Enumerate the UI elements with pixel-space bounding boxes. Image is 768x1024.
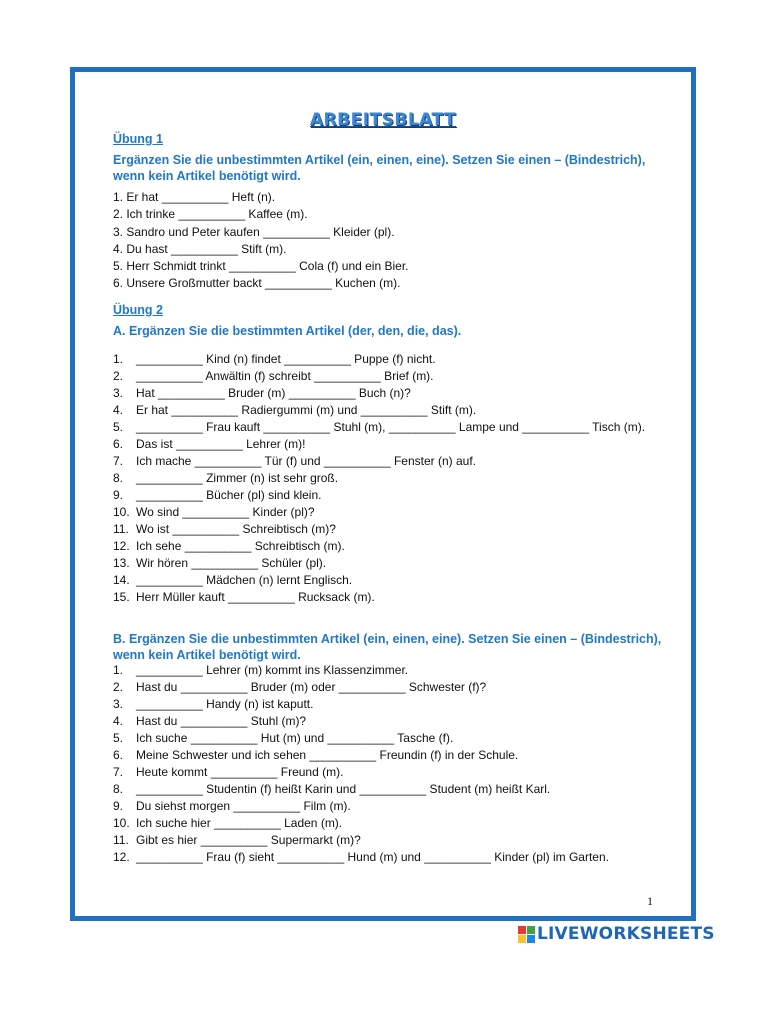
logo-square-red (518, 926, 526, 934)
exercise-2b-item[interactable]: 6. Meine Schwester und ich sehen __________ Freundin (f) in der Schule. (113, 748, 519, 762)
exercise-2a-item[interactable]: 5. __________ Frau kauft __________ Stuhl (m), __________ Lampe und __________ Tisch (m). (113, 420, 646, 434)
exercise-1-item[interactable]: 2. Ich trinke __________ Kaffee (m). (113, 207, 308, 222)
exercise-2b-item[interactable]: 10. Ich suche hier __________ Laden (m). (113, 816, 343, 830)
exercise-2a-item[interactable]: 1. __________ Kind (n) findet __________ Puppe (f) nicht. (113, 352, 436, 366)
exercise-1-item[interactable]: 1. Er hat __________ Heft (n). (113, 190, 276, 204)
exercise-2b-item[interactable]: 4. Hast du __________ Stuhl (m)? (113, 714, 307, 728)
exercise-2a-item[interactable]: 11. Wo ist __________ Schreibtisch (m)? (113, 522, 336, 536)
exercise-1-item[interactable]: 6. Unsere Großmutter backt __________ Kuchen (m). (113, 276, 401, 291)
logo-square-green (527, 926, 535, 934)
exercise-2a-item[interactable]: 2. __________ Anwältin (f) schreibt __________ Brief (m). (113, 369, 434, 383)
exercise-1-heading: Übung 1 (113, 132, 163, 146)
exercise-1-item[interactable]: 4. Du hast __________ Stift (m). (113, 241, 287, 256)
exercise-2a-item[interactable]: 8. __________ Zimmer (n) ist sehr groß. (113, 471, 339, 485)
exercise-2a-item[interactable]: 6. Das ist __________ Lehrer (m)! (113, 437, 306, 451)
exercise-2b-item[interactable]: 5. Ich suche __________ Hut (m) und __________ Tasche (f). (113, 731, 454, 745)
liveworksheets-logo[interactable] (518, 924, 715, 944)
liveworksheets-icon (518, 926, 535, 943)
exercise-2a-item[interactable]: 12. Ich sehe __________ Schreibtisch (m). (113, 539, 345, 553)
exercise-1-item[interactable]: 3. Sandro und Peter kaufen __________ Kleider (pl). (113, 224, 395, 239)
exercise-2b-item[interactable]: 3. __________ Handy (n) ist kaputt. (113, 697, 314, 711)
exercise-2-heading: Übung 2 (113, 303, 163, 317)
exercise-2b-item[interactable]: 1. __________ Lehrer (m) kommt ins Klassenzimmer. (113, 663, 409, 677)
exercise-1-item[interactable]: 5. Herr Schmidt trinkt __________ Cola (f) und ein Bier. (113, 259, 409, 274)
exercise-2a-item[interactable]: 3. Hat __________ Bruder (m) __________ Buch (n)? (113, 386, 411, 400)
exercise-2b-list (113, 662, 656, 866)
exercise-2b-item[interactable]: 12. __________ Frau (f) sieht __________ Hund (m) und __________ Kinder (pl) im Garten. (113, 850, 609, 864)
exercise-2a-item[interactable]: 10. Wo sind __________ Kinder (pl)? (113, 505, 315, 519)
exercise-2a-item[interactable]: 4. Er hat __________ Radiergummi (m) und __________ Stift (m). (113, 403, 477, 417)
exercise-2b-instruction: B. Ergänzen Sie die unbestimmten Artikel (ein, einen, eine). Setzen Sie einen – (Bindestrich), wenn kein Artikel benötigt wird. (113, 632, 662, 662)
exercise-2b-item[interactable]: 9. Du siehst morgen __________ Film (m). (113, 799, 351, 813)
exercise-2a-item[interactable]: 15. Herr Müller kauft __________ Rucksack (m). (113, 590, 375, 604)
worksheet-page (70, 67, 696, 921)
exercise-2b-item[interactable]: 8. __________ Studentin (f) heißt Karin und __________ Student (m) heißt Karl. (113, 782, 551, 796)
exercise-2b-item[interactable]: 7. Heute kommt __________ Freund (m). (113, 765, 344, 779)
logo-square-blue (527, 935, 535, 943)
logo-square-yellow (518, 935, 526, 943)
liveworksheets-wordmark: LIVEWORKSHEETS (537, 924, 715, 944)
page-number: 1 (647, 894, 653, 908)
exercise-2b-item[interactable]: 11. Gibt es hier __________ Supermarkt (m)? (113, 833, 361, 847)
exercise-2b-item[interactable]: 2. Hast du __________ Bruder (m) oder __________ Schwester (f)? (113, 680, 487, 694)
exercise-2a-instruction: A. Ergänzen Sie die bestimmten Artikel (der, den, die, das). (113, 324, 462, 338)
exercise-2a-item[interactable]: 7. Ich mache __________ Tür (f) und __________ Fenster (n) auf. (113, 454, 477, 468)
exercise-2a-list (113, 351, 656, 606)
exercise-2a-item[interactable]: 13. Wir hören __________ Schüler (pl). (113, 556, 327, 570)
exercise-2a-item[interactable]: 14. __________ Mädchen (n) lernt Englisch. (113, 573, 353, 587)
exercise-1-instruction: Ergänzen Sie die unbestimmten Artikel (ein, einen, eine). Setzen Sie einen – (Bindestrich), wenn kein Artikel benötigt wird. (113, 153, 646, 183)
worksheet-title: ARBEITSBLATT (309, 110, 457, 130)
exercise-1-list (113, 189, 409, 293)
exercise-2a-item[interactable]: 9. __________ Bücher (pl) sind klein. (113, 488, 322, 502)
